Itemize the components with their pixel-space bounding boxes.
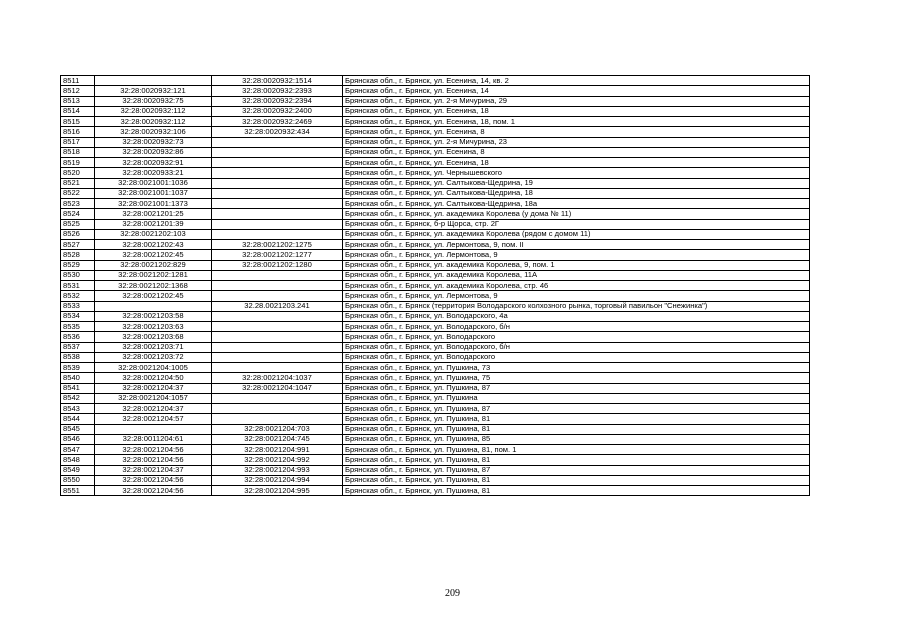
row-number-cell: 8523	[61, 199, 95, 209]
address-cell: Брянская обл., г. Брянск, ул. академика Королева, 9, пом. 1	[343, 260, 810, 270]
table-row	[61, 455, 810, 465]
table-row	[61, 393, 810, 403]
cadastral-number-cell: 32:28:0021204:56	[95, 475, 212, 485]
address-cell: Брянская обл., г. Брянск, ул. академика Королева (рядом с домом 11)	[343, 229, 810, 239]
address-cell: Брянская обл., г. Брянск, ул. Пушкина, 81	[343, 424, 810, 434]
row-number-cell: 8530	[61, 270, 95, 280]
table-row	[61, 342, 810, 352]
table-row	[61, 270, 810, 280]
building-cadastral-number-cell: 32:28:0020932:2393	[212, 86, 343, 96]
table-row	[61, 311, 810, 321]
building-cadastral-number-cell	[212, 291, 343, 301]
row-number-cell: 8511	[61, 76, 95, 86]
address-cell: Брянская обл., г. Брянск, ул. Володарского	[343, 352, 810, 362]
row-number-cell: 8534	[61, 311, 95, 321]
cadastral-number-cell: 32:28:0021202:103	[95, 229, 212, 239]
table-row	[61, 414, 810, 424]
address-cell: Брянская обл., г. Брянск, ул. Пушкина, 85	[343, 434, 810, 444]
address-cell: Брянская обл., г. Брянск, ул. Пушкина, 75	[343, 373, 810, 383]
address-cell: Брянская обл., г. Брянск, ул. Володарского, б/н	[343, 322, 810, 332]
building-cadastral-number-cell: 32:28:0021204:994	[212, 475, 343, 485]
building-cadastral-number-cell	[212, 363, 343, 373]
building-cadastral-number-cell: 32:28:0021204:993	[212, 465, 343, 475]
row-number-cell: 8529	[61, 260, 95, 270]
building-cadastral-number-cell: 32:28:0021204:995	[212, 486, 343, 496]
cadastral-number-cell: 32:28:0021203:72	[95, 352, 212, 362]
address-cell: Брянская обл., г. Брянск, ул. Пушкина, 87	[343, 383, 810, 393]
address-cell: Брянская обл., г. Брянск, ул. академика Королева (у дома № 11)	[343, 209, 810, 219]
row-number-cell: 8544	[61, 414, 95, 424]
building-cadastral-number-cell: 32:28:0020932:434	[212, 127, 343, 137]
table-row	[61, 445, 810, 455]
address-cell: Брянская обл., г. Брянск, ул. Пушкина, 73	[343, 363, 810, 373]
building-cadastral-number-cell: 32:28:0020932:2469	[212, 117, 343, 127]
address-cell: Брянская обл., г. Брянск, ул. Пушкина, 81, пом. 1	[343, 445, 810, 455]
address-cell: Брянская обл., г. Брянск, ул. Володарского	[343, 332, 810, 342]
building-cadastral-number-cell	[212, 219, 343, 229]
building-cadastral-number-cell	[212, 147, 343, 157]
building-cadastral-number-cell	[212, 229, 343, 239]
building-cadastral-number-cell: 32:28:0021202:1280	[212, 260, 343, 270]
cadastral-number-cell	[95, 301, 212, 311]
row-number-cell: 8531	[61, 281, 95, 291]
table-row	[61, 383, 810, 393]
row-number-cell: 8528	[61, 250, 95, 260]
row-number-cell: 8545	[61, 424, 95, 434]
building-cadastral-number-cell: 32:28:0021202:1277	[212, 250, 343, 260]
property-table	[60, 75, 810, 496]
table-row	[61, 486, 810, 496]
building-cadastral-number-cell: 32.28.0021203.241	[212, 301, 343, 311]
cadastral-number-cell: 32:28:0021001:1373	[95, 199, 212, 209]
table-row	[61, 229, 810, 239]
table-row	[61, 147, 810, 157]
address-cell: Брянская обл., г. Брянск, ул. Пушкина, 81	[343, 486, 810, 496]
cadastral-number-cell: 32:28:0021204:37	[95, 465, 212, 475]
cadastral-number-cell: 32:28:0021204:57	[95, 414, 212, 424]
cadastral-number-cell: 32:28:0021001:1036	[95, 178, 212, 188]
row-number-cell: 8524	[61, 209, 95, 219]
row-number-cell: 8548	[61, 455, 95, 465]
address-cell: Брянская обл., г. Брянск, ул. Чернышевского	[343, 168, 810, 178]
table-row	[61, 127, 810, 137]
table-row	[61, 158, 810, 168]
row-number-cell: 8515	[61, 117, 95, 127]
row-number-cell: 8519	[61, 158, 95, 168]
page-number: 209	[445, 588, 460, 599]
address-cell: Брянская обл., г. Брянск, ул. Салтыкова-Щедрина, 19	[343, 178, 810, 188]
address-cell: Брянская обл., г. Брянск, ул. Есенина, 18, пом. 1	[343, 117, 810, 127]
address-cell: Брянская обл., г. Брянск (территория Володарского колхозного рынка, торговый павильон "Снежинка")	[343, 301, 810, 311]
building-cadastral-number-cell	[212, 188, 343, 198]
address-cell: Брянская обл., г. Брянск, ул. 2-я Мичурина, 23	[343, 137, 810, 147]
address-cell: Брянская обл., г. Брянск, ул. Есенина, 8	[343, 127, 810, 137]
address-cell: Брянская обл., г. Брянск, ул. Салтыкова-Щедрина, 18	[343, 188, 810, 198]
cadastral-number-cell: 32:28:0020932:73	[95, 137, 212, 147]
building-cadastral-number-cell	[212, 352, 343, 362]
address-cell: Брянская обл., г. Брянск, ул. Пушкина, 81	[343, 455, 810, 465]
address-cell: Брянская обл., г. Брянск, ул. Есенина, 14	[343, 86, 810, 96]
building-cadastral-number-cell: 32:28:0021204:703	[212, 424, 343, 434]
address-cell: Брянская обл., г. Брянск, ул. Лермонтова, 9	[343, 250, 810, 260]
table-row	[61, 291, 810, 301]
building-cadastral-number-cell	[212, 209, 343, 219]
cadastral-number-cell: 32:28:0020932:91	[95, 158, 212, 168]
building-cadastral-number-cell	[212, 199, 343, 209]
building-cadastral-number-cell	[212, 414, 343, 424]
cadastral-number-cell: 32:28:0021202:45	[95, 291, 212, 301]
table-row	[61, 352, 810, 362]
address-cell: Брянская обл., г. Брянск, ул. Володарского, 4а	[343, 311, 810, 321]
table-row	[61, 199, 810, 209]
row-number-cell: 8540	[61, 373, 95, 383]
cadastral-number-cell	[95, 76, 212, 86]
building-cadastral-number-cell: 32:28:0020932:1514	[212, 76, 343, 86]
row-number-cell: 8541	[61, 383, 95, 393]
building-cadastral-number-cell	[212, 281, 343, 291]
address-cell: Брянская обл., г. Брянск, ул. 2-я Мичурина, 29	[343, 96, 810, 106]
cadastral-number-cell: 32:28:0021001:1037	[95, 188, 212, 198]
table-row	[61, 465, 810, 475]
cadastral-number-cell: 32:28:0021202:1368	[95, 281, 212, 291]
cadastral-number-cell: 32:28:0021204:50	[95, 373, 212, 383]
cadastral-number-cell: 32:28:0020932:121	[95, 86, 212, 96]
address-cell: Брянская обл., г. Брянск, ул. академика Королева, 11А	[343, 270, 810, 280]
address-cell: Брянская обл., г. Брянск, ул. Есенина, 18	[343, 158, 810, 168]
address-cell: Брянская обл., г. Брянск, ул. Есенина, 8	[343, 147, 810, 157]
building-cadastral-number-cell: 32:28:0021204:1047	[212, 383, 343, 393]
row-number-cell: 8539	[61, 363, 95, 373]
row-number-cell: 8536	[61, 332, 95, 342]
building-cadastral-number-cell	[212, 322, 343, 332]
row-number-cell: 8543	[61, 404, 95, 414]
row-number-cell: 8537	[61, 342, 95, 352]
table-row	[61, 76, 810, 86]
table-row	[61, 281, 810, 291]
row-number-cell: 8517	[61, 137, 95, 147]
table-row	[61, 168, 810, 178]
row-number-cell: 8551	[61, 486, 95, 496]
address-cell: Брянская обл., г. Брянск, ул. Пушкина, 87	[343, 465, 810, 475]
row-number-cell: 8526	[61, 229, 95, 239]
address-cell: Брянская обл., г. Брянск, ул. академика Королева, стр. 46	[343, 281, 810, 291]
table-row	[61, 188, 810, 198]
building-cadastral-number-cell	[212, 168, 343, 178]
building-cadastral-number-cell	[212, 311, 343, 321]
cadastral-number-cell: 32:28:0021204:37	[95, 404, 212, 414]
cadastral-number-cell	[95, 424, 212, 434]
table-row	[61, 117, 810, 127]
table-row	[61, 260, 810, 270]
table-row	[61, 332, 810, 342]
row-number-cell: 8542	[61, 393, 95, 403]
table-row	[61, 96, 810, 106]
row-number-cell: 8513	[61, 96, 95, 106]
row-number-cell: 8520	[61, 168, 95, 178]
cadastral-number-cell: 32:28:0021201:39	[95, 219, 212, 229]
cadastral-number-cell: 32:28:0021204:56	[95, 486, 212, 496]
building-cadastral-number-cell	[212, 342, 343, 352]
address-cell: Брянская обл., г. Брянск, ул. Салтыкова-Щедрина, 18а	[343, 199, 810, 209]
table-row	[61, 209, 810, 219]
building-cadastral-number-cell: 32:28:0021202:1275	[212, 240, 343, 250]
row-number-cell: 8518	[61, 147, 95, 157]
cadastral-number-cell: 32:28:0020932:112	[95, 117, 212, 127]
table-row	[61, 322, 810, 332]
cadastral-number-cell: 32:28:0021204:37	[95, 383, 212, 393]
building-cadastral-number-cell	[212, 404, 343, 414]
table-row	[61, 219, 810, 229]
table-row	[61, 363, 810, 373]
row-number-cell: 8546	[61, 434, 95, 444]
building-cadastral-number-cell: 32:28:0020932:2400	[212, 106, 343, 116]
row-number-cell: 8538	[61, 352, 95, 362]
address-cell: Брянская обл., г. Брянск, ул. Пушкина, 87	[343, 404, 810, 414]
table-row	[61, 424, 810, 434]
cadastral-number-cell: 32:28:0021201:25	[95, 209, 212, 219]
address-cell: Брянская обл., г. Брянск, ул. Володарского, б/н	[343, 342, 810, 352]
cadastral-number-cell: 32:28:0021203:63	[95, 322, 212, 332]
building-cadastral-number-cell: 32:28:0021204:992	[212, 455, 343, 465]
cadastral-number-cell: 32:28:0011204:61	[95, 434, 212, 444]
row-number-cell: 8522	[61, 188, 95, 198]
cadastral-number-cell: 32:28:0020932:106	[95, 127, 212, 137]
building-cadastral-number-cell: 32:28:0021204:745	[212, 434, 343, 444]
table-row	[61, 240, 810, 250]
address-cell: Брянская обл., г. Брянск, б-р Щорса, стр. 2Г	[343, 219, 810, 229]
row-number-cell: 8527	[61, 240, 95, 250]
table-row	[61, 250, 810, 260]
address-cell: Брянская обл., г. Брянск, ул. Есенина, 18	[343, 106, 810, 116]
table-body	[61, 76, 810, 496]
building-cadastral-number-cell	[212, 393, 343, 403]
row-number-cell: 8514	[61, 106, 95, 116]
building-cadastral-number-cell	[212, 178, 343, 188]
building-cadastral-number-cell: 32:28:0021204:991	[212, 445, 343, 455]
cadastral-number-cell: 32:28:0021202:45	[95, 250, 212, 260]
row-number-cell: 8550	[61, 475, 95, 485]
cadastral-number-cell: 32:28:0021204:1057	[95, 393, 212, 403]
table-row	[61, 475, 810, 485]
building-cadastral-number-cell	[212, 158, 343, 168]
address-cell: Брянская обл., г. Брянск, ул. Пушкина, 81	[343, 475, 810, 485]
row-number-cell: 8547	[61, 445, 95, 455]
table-row	[61, 373, 810, 383]
cadastral-number-cell: 32:28:0020932:86	[95, 147, 212, 157]
building-cadastral-number-cell	[212, 332, 343, 342]
row-number-cell: 8512	[61, 86, 95, 96]
building-cadastral-number-cell: 32:28:0020932:2394	[212, 96, 343, 106]
table-row	[61, 178, 810, 188]
building-cadastral-number-cell	[212, 137, 343, 147]
address-cell: Брянская обл., г. Брянск, ул. Пушкина, 81	[343, 414, 810, 424]
cadastral-number-cell: 32:28:0021203:68	[95, 332, 212, 342]
row-number-cell: 8533	[61, 301, 95, 311]
row-number-cell: 8532	[61, 291, 95, 301]
row-number-cell: 8525	[61, 219, 95, 229]
cadastral-number-cell: 32:28:0021204:56	[95, 455, 212, 465]
cadastral-number-cell: 32:28:0021203:71	[95, 342, 212, 352]
table-row	[61, 434, 810, 444]
address-cell: Брянская обл., г. Брянск, ул. Лермонтова, 9	[343, 291, 810, 301]
table-row	[61, 404, 810, 414]
cadastral-number-cell: 32:28:0021202:43	[95, 240, 212, 250]
row-number-cell: 8535	[61, 322, 95, 332]
cadastral-number-cell: 32:28:0020932:112	[95, 106, 212, 116]
cadastral-number-cell: 32:28:0021204:1005	[95, 363, 212, 373]
table-row	[61, 106, 810, 116]
cadastral-number-cell: 32:28:0020932:75	[95, 96, 212, 106]
address-cell: Брянская обл., г. Брянск, ул. Лермонтова, 9, пом. II	[343, 240, 810, 250]
row-number-cell: 8516	[61, 127, 95, 137]
address-cell: Брянская обл., г. Брянск, ул. Есенина, 14, кв. 2	[343, 76, 810, 86]
cadastral-number-cell: 32:28:0020933:21	[95, 168, 212, 178]
cadastral-number-cell: 32:28:0021202:1281	[95, 270, 212, 280]
table-row	[61, 301, 810, 311]
table-row	[61, 137, 810, 147]
address-cell: Брянская обл., г. Брянск, ул. Пушкина	[343, 393, 810, 403]
building-cadastral-number-cell: 32:28:0021204:1037	[212, 373, 343, 383]
row-number-cell: 8521	[61, 178, 95, 188]
cadastral-number-cell: 32:28:0021203:58	[95, 311, 212, 321]
table-row	[61, 86, 810, 96]
cadastral-number-cell: 32:28:0021202:829	[95, 260, 212, 270]
building-cadastral-number-cell	[212, 270, 343, 280]
cadastral-number-cell: 32:28:0021204:56	[95, 445, 212, 455]
row-number-cell: 8549	[61, 465, 95, 475]
